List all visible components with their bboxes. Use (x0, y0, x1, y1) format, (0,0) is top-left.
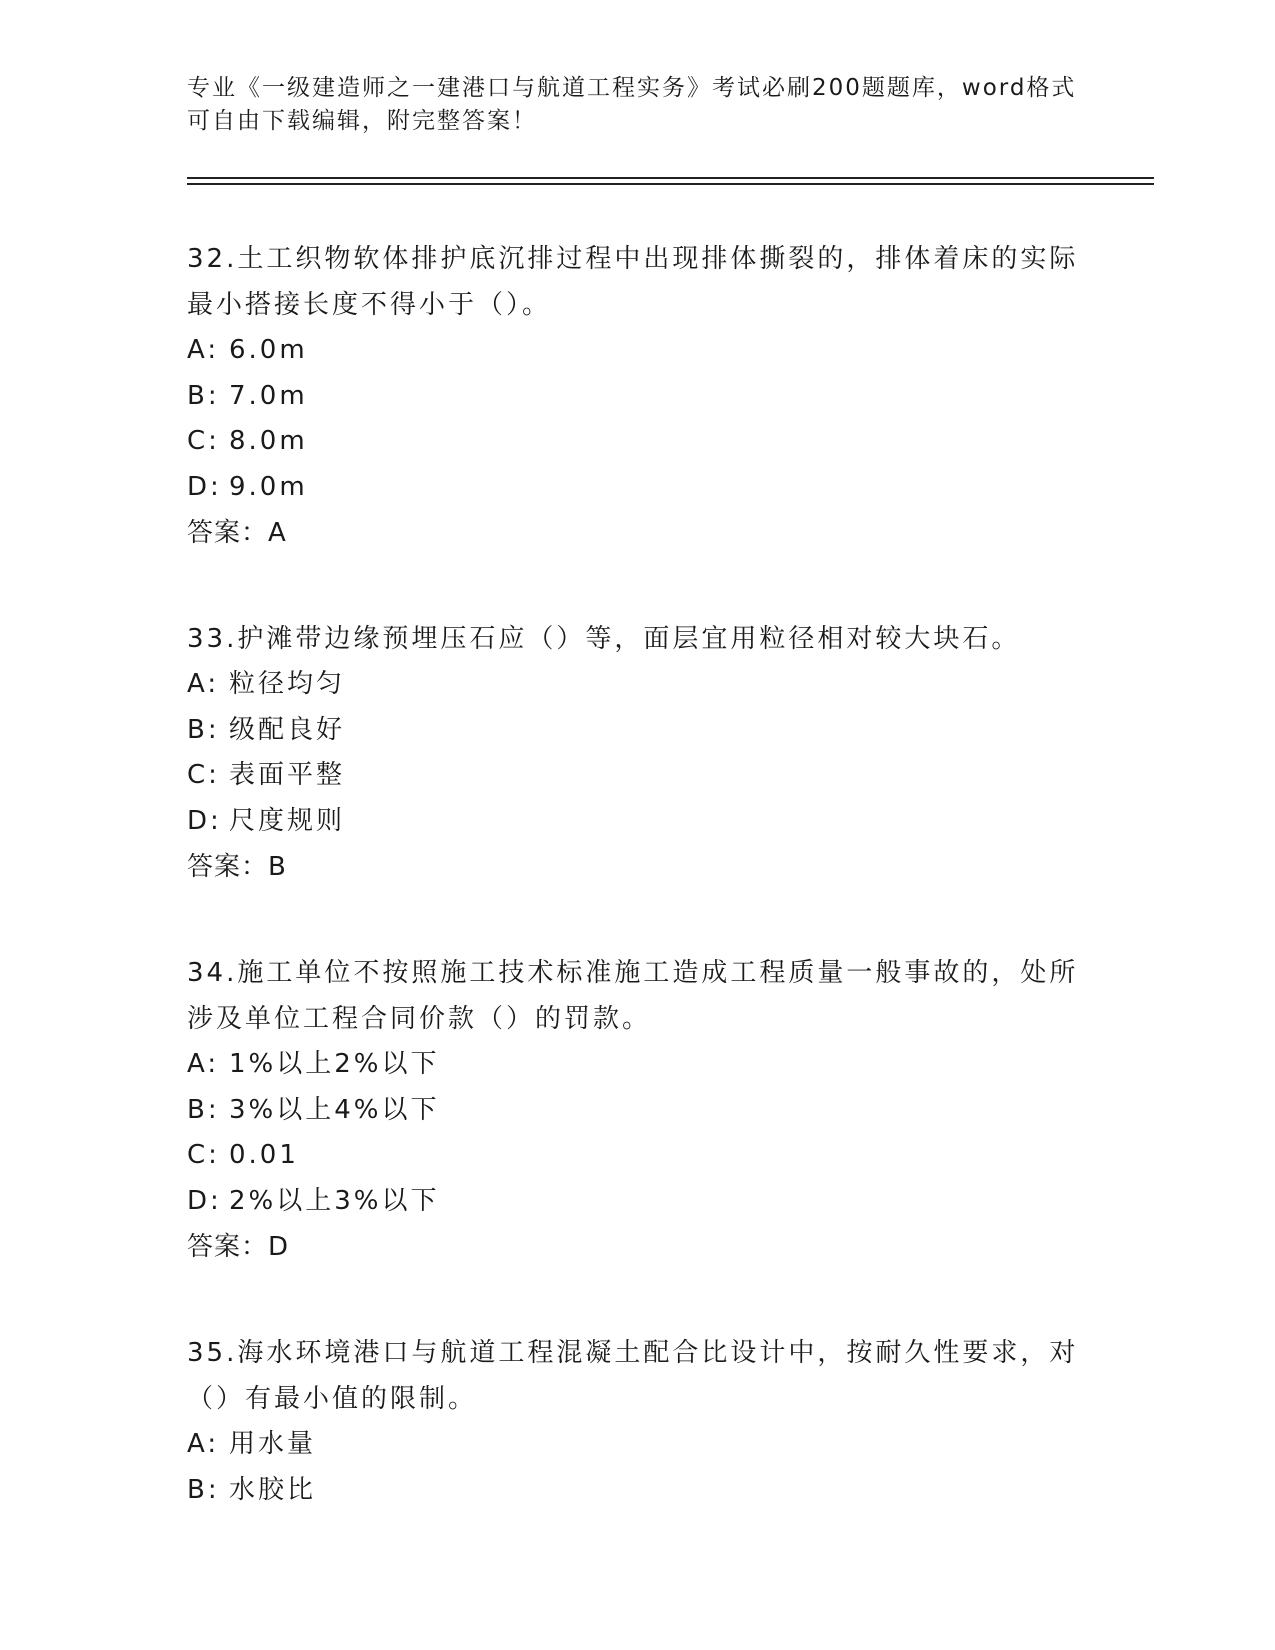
header-divider-top (187, 177, 1154, 179)
option-text: 8.0m (229, 426, 308, 456)
option-letter: A: (187, 1429, 220, 1459)
header-divider-bottom (187, 183, 1154, 185)
option-d (187, 465, 1087, 511)
question-stem-line: 35.海水环境港口与航道工程混凝土配合比设计中，按耐久性要求，对 (187, 1338, 1079, 1368)
option-a (187, 1042, 1087, 1088)
answer-label: 答案：D (187, 1232, 290, 1262)
option-b (187, 374, 1087, 420)
option-text: 粒径均匀 (229, 669, 346, 699)
option-text: 表面平整 (229, 760, 346, 790)
option-letter: B: (187, 380, 220, 411)
question-33 (187, 616, 1087, 890)
option-text: 水胶比 (229, 1474, 317, 1505)
header-line-1: 专业《一级建造师之一建港口与航道工程实务》考试必刷200题题库，word格式 (187, 75, 1077, 101)
option-a (187, 328, 1087, 374)
option-letter: A: (187, 1049, 220, 1079)
document-header (187, 72, 1087, 138)
question-32 (187, 236, 1087, 556)
option-text: 尺度规则 (229, 805, 346, 836)
option-text: 7.0m (229, 380, 308, 411)
option-d (187, 1179, 1087, 1225)
answer-label: 答案：A (187, 518, 287, 548)
question-stem-line: 32.土工织物软体排护底沉排过程中出现排体撕裂的，排体着床的实际 (187, 244, 1079, 274)
option-b (187, 708, 1087, 754)
question-stem-line: （）有最小值的限制。 (187, 1384, 478, 1414)
option-letter: B: (187, 1474, 220, 1505)
option-letter: C: (187, 1140, 220, 1170)
answer-label: 答案：B (187, 852, 287, 882)
option-d (187, 799, 1087, 845)
question-34 (187, 950, 1087, 1270)
option-text: 3%以上4%以下 (229, 1094, 440, 1125)
question-stem (187, 616, 1087, 662)
option-text: 用水量 (229, 1429, 317, 1459)
question-stem-line: 涉及单位工程合同价款（）的罚款。 (187, 1004, 652, 1034)
option-b (187, 1468, 1087, 1514)
header-line-2: 可自由下载编辑，附完整答案！ (187, 108, 537, 134)
question-stem (187, 236, 1087, 328)
option-text: 0.01 (229, 1140, 299, 1170)
question-stem (187, 950, 1087, 1042)
option-letter: B: (187, 1094, 220, 1125)
option-text: 级配良好 (229, 714, 346, 745)
option-text: 6.0m (229, 335, 308, 365)
option-a (187, 1422, 1087, 1468)
option-letter: D: (187, 471, 222, 502)
option-letter: D: (187, 1185, 222, 1216)
option-letter: C: (187, 426, 220, 456)
option-letter: B: (187, 714, 220, 745)
option-c (187, 753, 1087, 799)
option-letter: C: (187, 760, 220, 790)
question-stem-line: 最小搭接长度不得小于（）。 (187, 290, 552, 320)
option-letter: D: (187, 805, 222, 836)
option-text: 9.0m (229, 471, 308, 502)
option-c (187, 419, 1087, 465)
question-stem-line: 34.施工单位不按照施工技术标准施工造成工程质量一般事故的，处所 (187, 958, 1079, 988)
question-list (187, 236, 1087, 1573)
option-letter: A: (187, 335, 220, 365)
option-b (187, 1088, 1087, 1134)
option-text: 1%以上2%以下 (229, 1049, 440, 1079)
option-letter: A: (187, 669, 220, 699)
question-stem-line: 33.护滩带边缘预埋压石应（）等，面层宜用粒径相对较大块石。 (187, 624, 1021, 654)
question-stem (187, 1330, 1087, 1422)
option-c (187, 1133, 1087, 1179)
option-a (187, 662, 1087, 708)
option-text: 2%以上3%以下 (229, 1185, 440, 1216)
question-35 (187, 1330, 1087, 1513)
